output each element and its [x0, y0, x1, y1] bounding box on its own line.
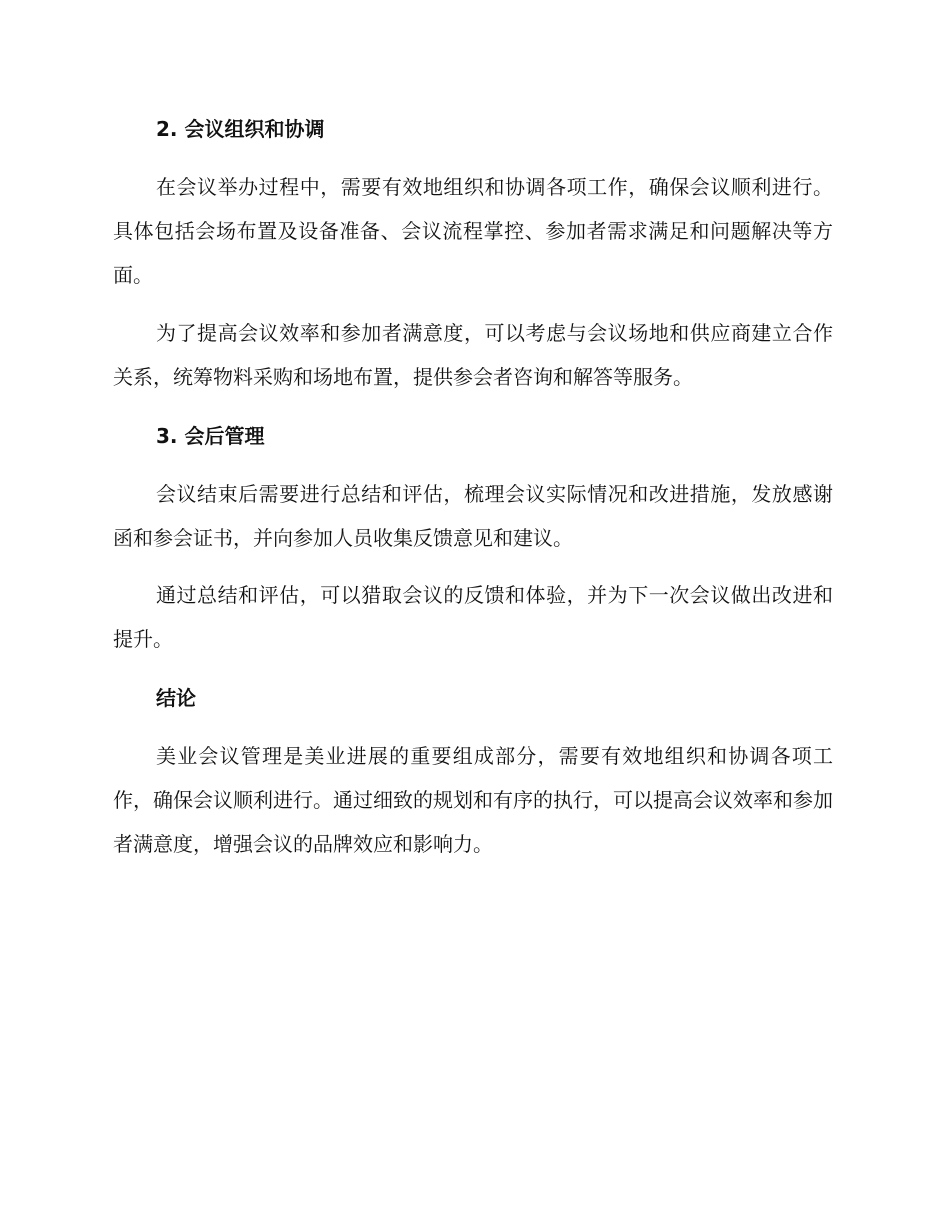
paragraph-organization-tasks: 在会议举办过程中，需要有效地组织和协调各项工作，确保会议顺利进行。具体包括会场布置及设备准备、会议流程掌控、参加者需求满足和问题解决等方面。 — [113, 175, 833, 287]
paragraph-post-meeting-summary: 会议结束后需要进行总结和评估，梳理会议实际情况和改进措施，发放感谢函和参会证书，并向参加人员收集反馈意见和建议。 — [113, 482, 833, 550]
paragraph-post-meeting-feedback: 通过总结和评估，可以猎取会议的反馈和体验，并为下一次会议做出改进和提升。 — [113, 583, 833, 651]
section-heading-post-meeting: 3. 会后管理 — [156, 424, 265, 448]
section-heading-organization: 2. 会议组织和协调 — [156, 117, 325, 141]
paragraph-conclusion: 美业会议管理是美业进展的重要组成部分，需要有效地组织和协调各项工作，确保会议顺利进行。通过细致的规划和有序的执行，可以提高会议效率和参加者满意度，增强会议的品牌效应和影响力。 — [113, 744, 833, 856]
section-heading-conclusion: 结论 — [156, 686, 196, 710]
paragraph-organization-cooperation: 为了提高会议效率和参加者满意度，可以考虑与会议场地和供应商建立合作关系，统筹物料采购和场地布置，提供参会者咨询和解答等服务。 — [113, 321, 833, 389]
